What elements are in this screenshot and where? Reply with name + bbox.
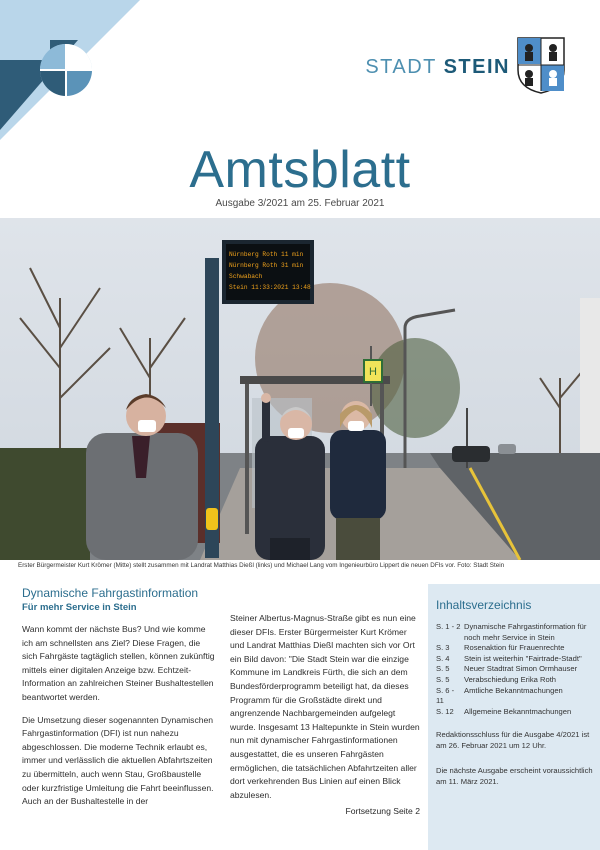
corner-logo-graphic bbox=[0, 0, 140, 140]
toc-text: Allgemeine Bekanntmachungen bbox=[464, 706, 572, 716]
issue-line: Ausgabe 3/2021 am 25. Februar 2021 bbox=[215, 198, 385, 209]
toc-page: S. 3 bbox=[436, 643, 450, 653]
cover-photo bbox=[0, 218, 600, 560]
display-line-1: Nürnberg Roth 11 min bbox=[229, 251, 304, 258]
toc-item[interactable] bbox=[436, 675, 596, 686]
display-line-4: Stein 11:33:2021 13:48 bbox=[229, 284, 311, 291]
next-issue-note: Die nächste Ausgabe erscheint voraussichtlich am 11. März 2021. bbox=[436, 766, 593, 786]
city-crest-icon bbox=[516, 36, 566, 94]
article-paragraph: Die Umsetzung dieser sogenannten Dynamischen Fahrgastinformation (DFI) ist nun nahezu abgeschlossen. Die moderne Technik erlaubt es, immer und verlässlich die aktuellen Abfahrtszeiten zu übermitteln, auch wenn Stau, Großbaustelle oder kurzfristige Umleitung die Fahrt beeinflussen. Auch an der Bushaltestelle in der bbox=[22, 714, 214, 807]
toc-page: S. 6 - 11 bbox=[436, 685, 455, 706]
toc-title: Inhaltsverzeichnis bbox=[436, 598, 532, 612]
toc-list bbox=[436, 622, 596, 717]
city-brand bbox=[340, 56, 510, 79]
photo-caption: Erster Bürgermeister Kurt Krömer (Mitte) stellt zusammen mit Landrat Matthias Dießl (links) und Michael Lang vom Ingenieurbüro Lippert die neuen DFIs vor. Foto: Stadt Stein bbox=[18, 562, 505, 569]
toc-page: S. 5 bbox=[436, 664, 450, 674]
toc-page: S. 4 bbox=[436, 653, 450, 663]
page-title: Amtsblatt bbox=[189, 141, 411, 199]
toc-text: Rosenaktion für Frauenrechte bbox=[464, 643, 565, 653]
article-subtitle: Für mehr Service in Stein bbox=[22, 602, 137, 613]
continued-link[interactable]: Fortsetzung Seite 2 bbox=[345, 806, 420, 816]
article-paragraph: Wann kommt der nächste Bus? Und wie komme ich am schnellsten ans Ziel? Diese Fragen, die sich Fahrgäste tagtäglich stellen, können zukünftig mittels einer digitalen Anzeige bzw. Echtzeit-Information an zahlreichen Steiner Bushaltestellen beantwortet werden. bbox=[22, 624, 215, 702]
brand-light: STADT bbox=[365, 56, 437, 78]
toc-item[interactable] bbox=[436, 622, 596, 643]
toc-item[interactable] bbox=[436, 654, 596, 665]
toc-item[interactable] bbox=[436, 686, 596, 707]
article-title: Dynamische Fahrgastinformation bbox=[22, 586, 199, 600]
toc-page: S. 5 bbox=[436, 674, 450, 684]
toc-page: S. 12 bbox=[436, 706, 454, 716]
bus-stop-sign: H bbox=[369, 366, 377, 378]
toc-text: Stein ist weiterhin "Fairtrade-Stadt" bbox=[464, 653, 582, 663]
toc-item[interactable] bbox=[436, 707, 596, 718]
display-line-2: Nürnberg Roth 31 min bbox=[229, 262, 304, 269]
toc-item[interactable] bbox=[436, 643, 596, 654]
toc-text: Neuer Stadtrat Simon Ormhauser bbox=[464, 664, 578, 674]
toc-text: Dynamische Fahrgastinformation für noch mehr Service in Stein bbox=[464, 622, 587, 642]
toc-item[interactable] bbox=[436, 664, 596, 675]
display-line-3: Schwabach bbox=[229, 273, 263, 280]
article-column-2 bbox=[230, 612, 420, 811]
toc-sidebar bbox=[428, 584, 600, 850]
toc-text: Amtliche Bekanntmachungen bbox=[464, 685, 563, 695]
toc-page: S. 1 - 2 bbox=[436, 622, 461, 631]
toc-text: Verabschiedung Erika Roth bbox=[464, 674, 557, 684]
article-column-1 bbox=[22, 586, 217, 818]
article-paragraph: Steiner Albertus-Magnus-Straße gibt es nun eine dieser DFIs. Erster Bürgermeister Kurt Krömer und Landrat Matthias Dießl machten sich vor Ort ein Bild davon: "Die Stadt Stein war die einzige Kommune im Landkreis Fürth, die sich an dem Bundesförderprogramm beteiligt hat, da dieses Programm für die Großstädte direkt und angrenzende Nachbargemeinden aufgelegt wurde. Insgesamt 13 Haltepunkte in Stein wurden nun mit dynamischer Fahrgastinformationen ausgestattet, die es unseren Fahrgästen ermöglichen, die tatsächlichen Abfahrtzeiten aller dort verkehrenden Bus Linien auf einen Blick abzulesen. bbox=[230, 613, 420, 800]
brand-bold: STEIN bbox=[443, 56, 510, 78]
deadline-note: Redaktionsschluss für die Ausgabe 4/2021 ist am 26. Februar 2021 um 12 Uhr. bbox=[436, 730, 590, 750]
